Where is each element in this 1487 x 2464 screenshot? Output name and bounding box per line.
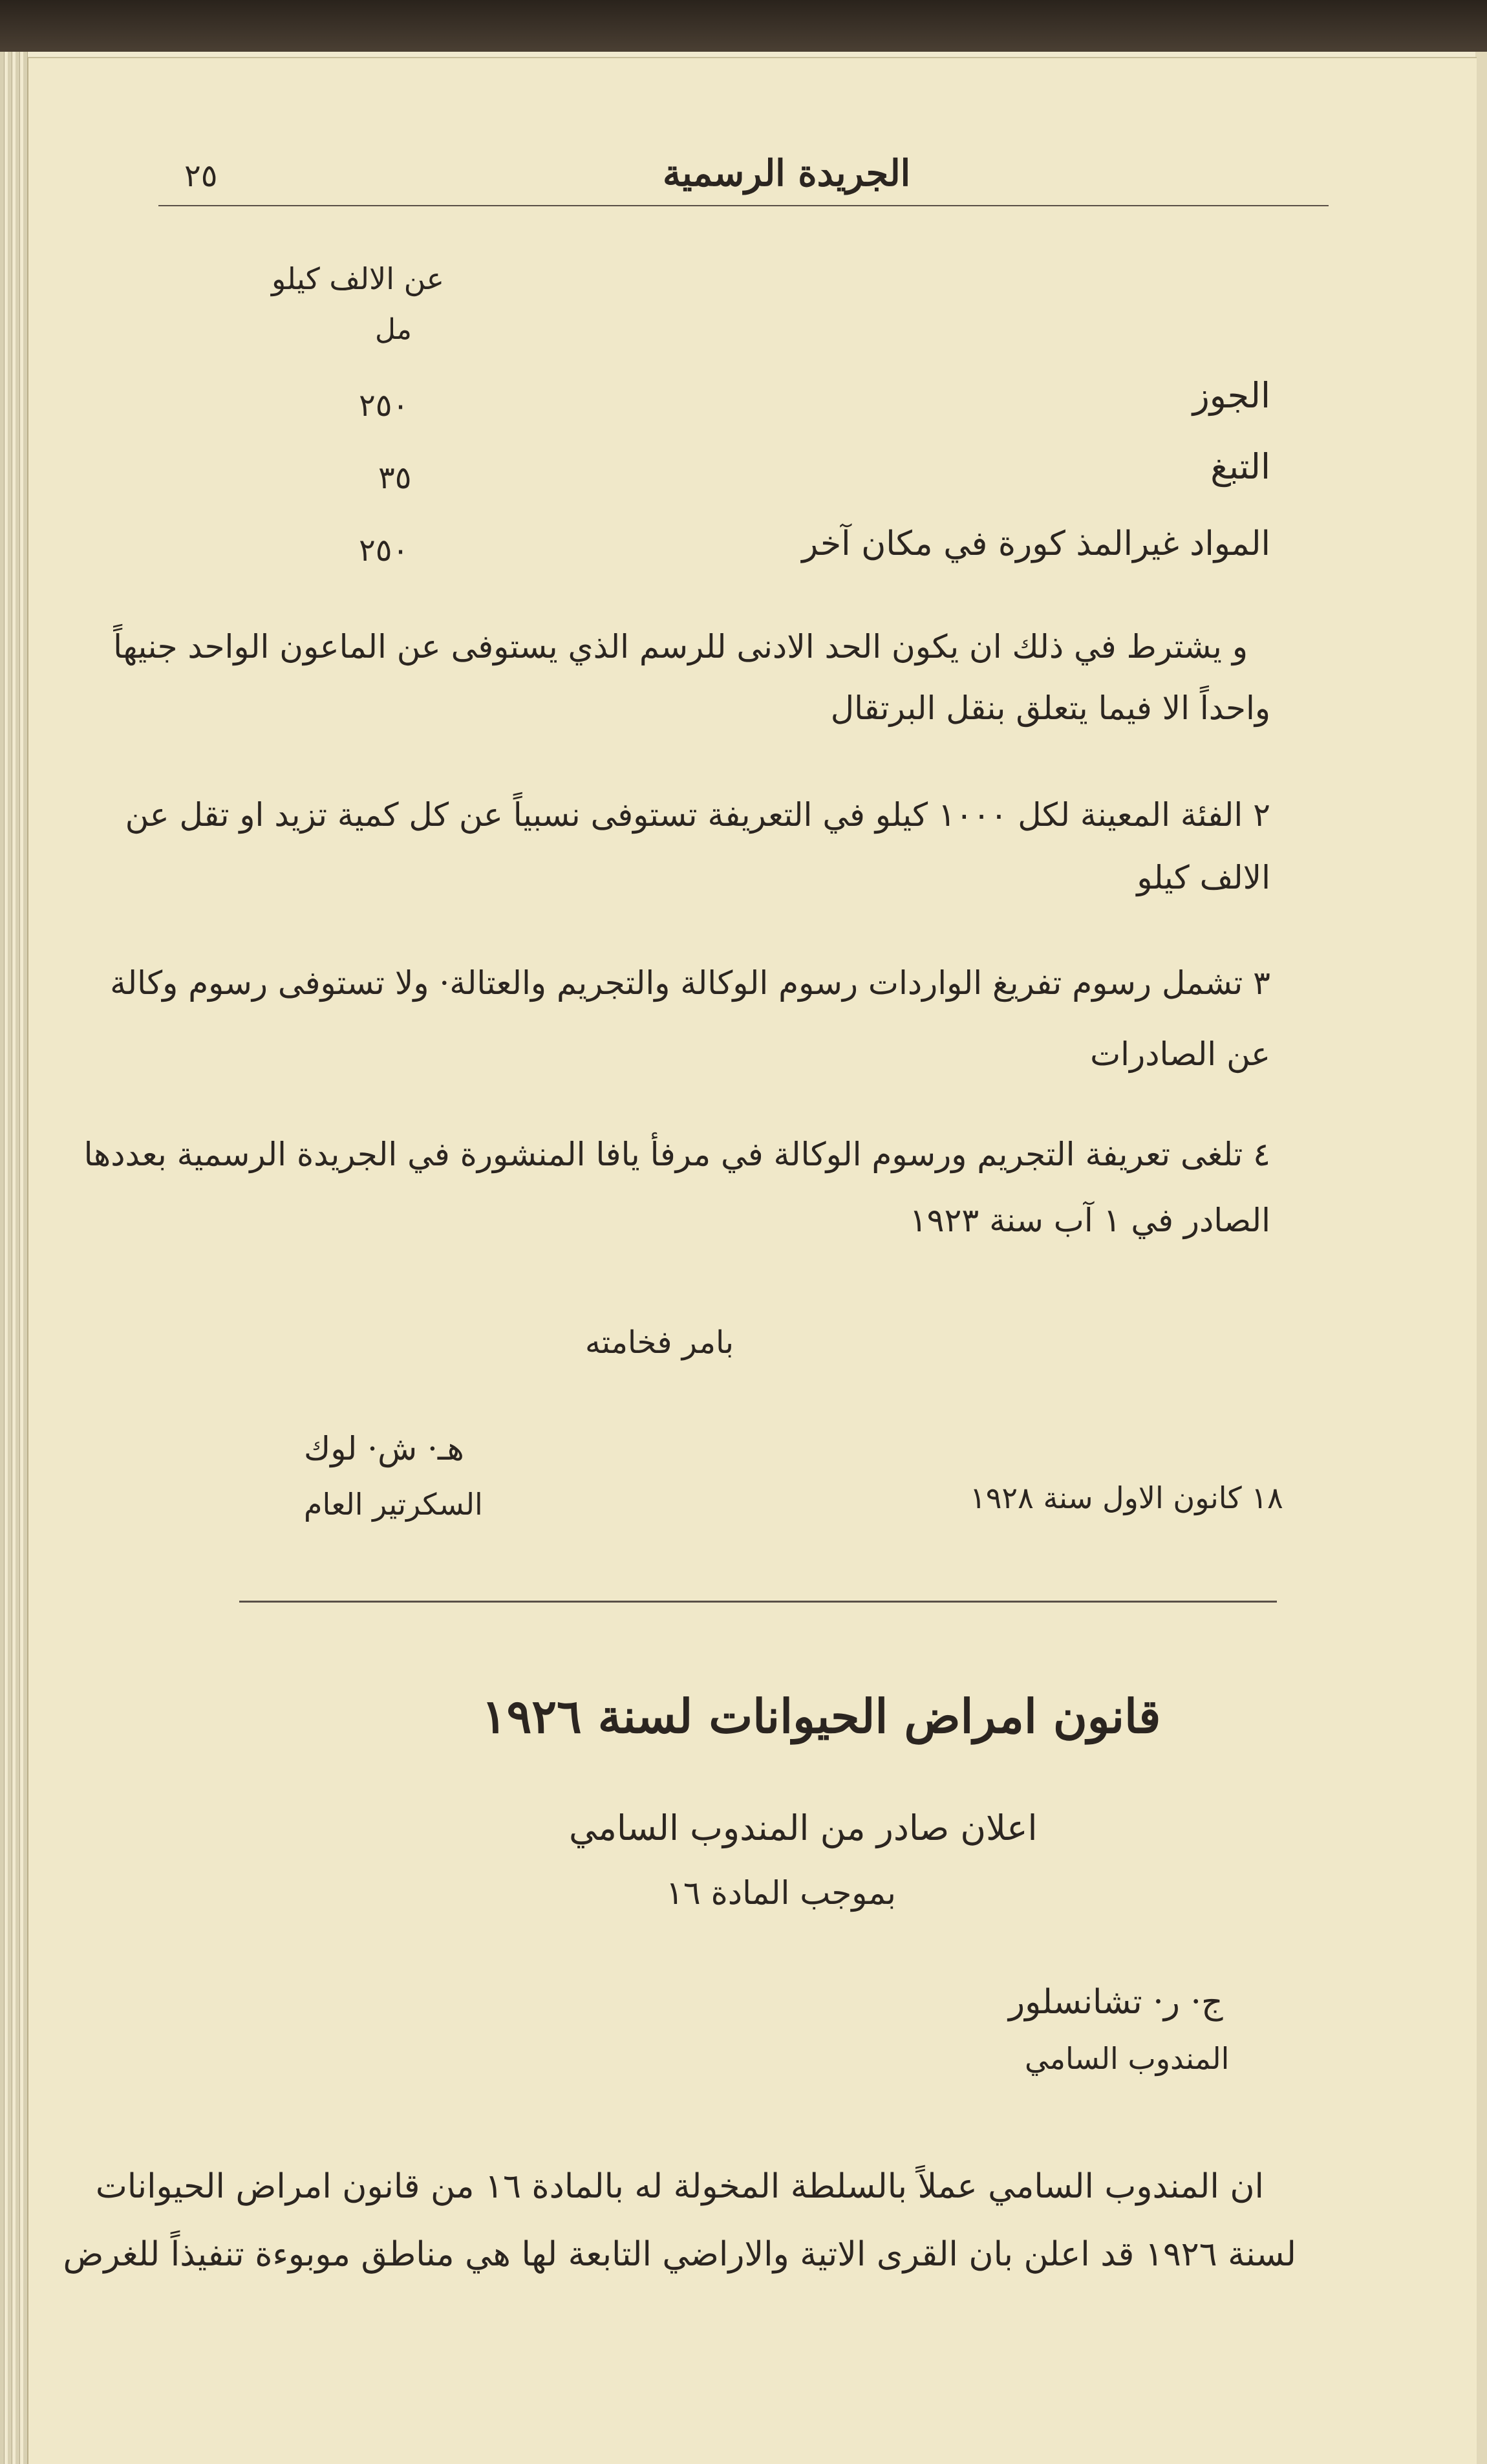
paragraph-line: ٤ تلغى تعريفة التجريم ورسوم الوكالة في مرفأ يافا المنشورة في الجريدة الرسمية بعددها <box>83 1136 1270 1173</box>
table-row-value: ٢٥٠ <box>359 532 409 568</box>
page-edge <box>16 52 20 2464</box>
table-row-item: المواد غيرالمذ كورة في مكان آخر <box>802 524 1270 563</box>
table-row-value: ٣٥ <box>378 460 412 496</box>
section-divider <box>239 1601 1277 1603</box>
gazette-page <box>27 57 1477 2464</box>
section-subtitle: اعلان صادر من المندوب السامي <box>569 1808 1038 1848</box>
paragraph-line: الصادر في ١ آب سنة ١٩٢٣ <box>909 1202 1270 1239</box>
paragraph-line: و يشترط في ذلك ان يكون الحد الادنى للرسم الذي يستوفى عن الماعون الواحد جنيهاً <box>113 628 1248 665</box>
page-edge <box>8 52 12 2464</box>
scan-background <box>0 0 1487 52</box>
table-row-item: التبغ <box>1210 446 1270 487</box>
high-commissioner-name: ج· ر· تشانسلور <box>1009 1983 1223 2022</box>
signer-title: السكرتير العام <box>304 1487 483 1522</box>
paragraph-line: ان المندوب السامي عملاً بالسلطة المخولة له بالمادة ١٦ من قانون امراض الحيوانات <box>95 2167 1264 2206</box>
signer-name: هـ· ش· لوك <box>304 1430 464 1467</box>
page-edge <box>0 52 5 2464</box>
table-row-value: ٢٥٠ <box>359 387 409 424</box>
by-order-line: بامر فخامته <box>585 1324 734 1361</box>
header-rule <box>158 205 1329 206</box>
running-title: الجريدة الرسمية <box>663 152 911 195</box>
page-edge-right <box>1475 52 1487 2464</box>
paragraph-line: واحداً الا فيما يتعلق بنقل البرتقال <box>830 689 1270 727</box>
table-row-item: الجوز <box>1192 375 1270 416</box>
article-reference: بموجب المادة ١٦ <box>666 1874 896 1912</box>
high-commissioner-title: المندوب السامي <box>1025 2041 1230 2076</box>
paragraph-line: لسنة ١٩٢٦ قد اعلن بان القرى الاتية والاراضي التابعة لها هي مناطق موبوءة تنفيذاً للغرض <box>63 2235 1296 2274</box>
page-number: ٢٥ <box>184 158 218 194</box>
table-unit-currency: مل <box>375 313 412 346</box>
paragraph-line: الالف كيلو <box>1137 859 1270 896</box>
table-unit-label: عن الالف كيلو <box>272 261 445 296</box>
paragraph-line: ٣ تشمل رسوم تفريغ الواردات رسوم الوكالة والتجريم والعتالة· ولا تستوفى رسوم وكالة <box>110 964 1270 1002</box>
paragraph-line: عن الصادرات <box>1090 1035 1270 1073</box>
paragraph-line: ٢ الفئة المعينة لكل ١٠٠٠ كيلو في التعريفة تستوفى نسبياً عن كل كمية تزيد او تقل عن <box>125 796 1270 834</box>
section-title: قانون امراض الحيوانات لسنة ١٩٢٦ <box>482 1689 1161 1744</box>
signature-date: ١٨ كانون الاول سنة ١٩٢٨ <box>970 1480 1283 1515</box>
